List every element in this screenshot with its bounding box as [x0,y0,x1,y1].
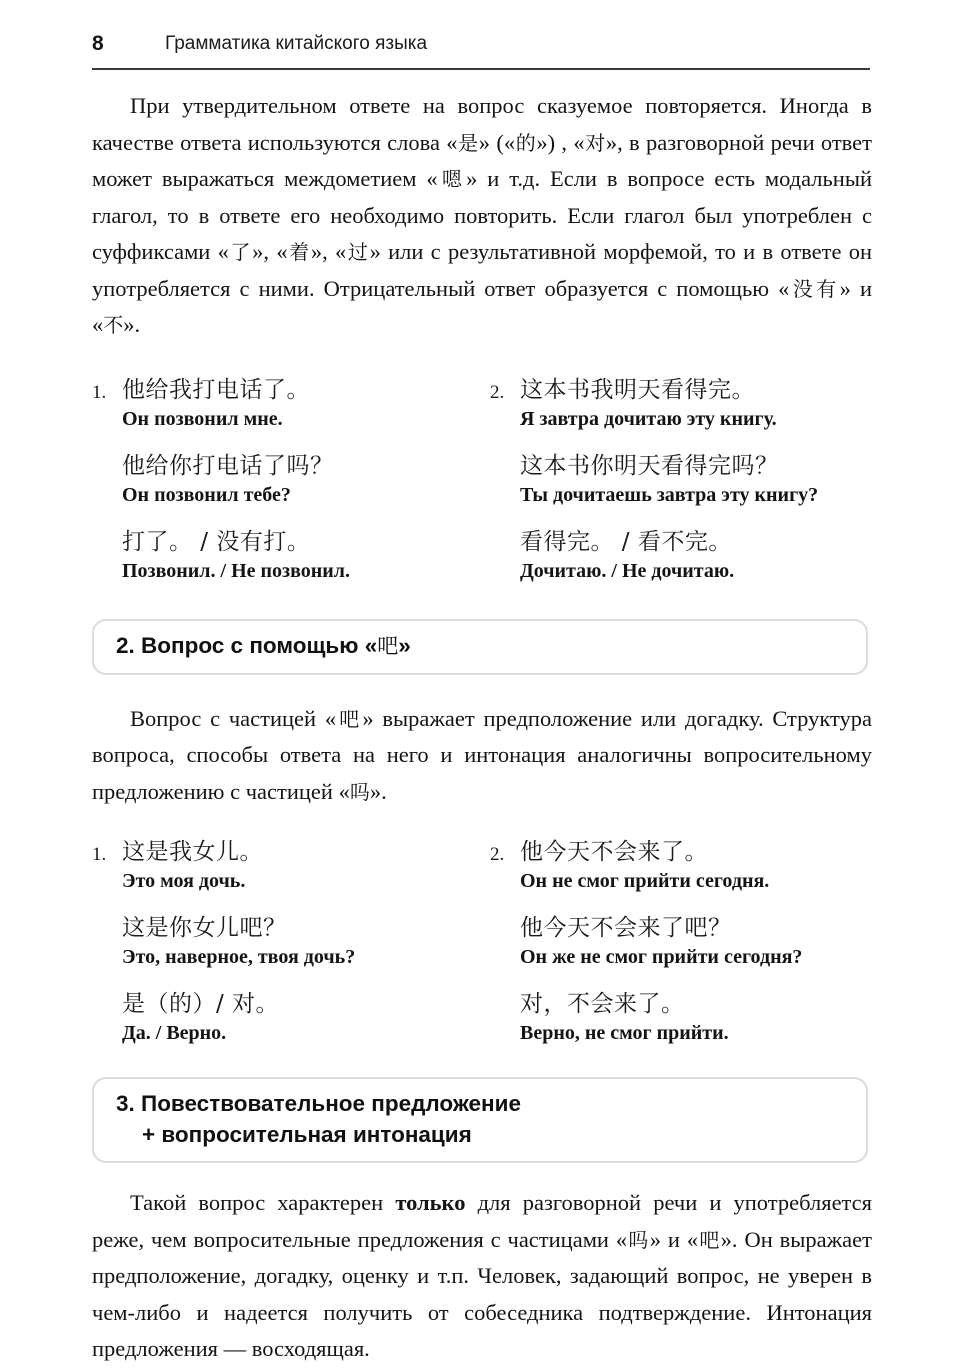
section-2-suffix: » [398,632,411,658]
sec3-text-2: для разговорной речи и употребляется реже, чем вопросительные предложения с частицами « [92,1190,872,1252]
chinese-sentence: 这本书我明天看得完。 [520,376,755,403]
sec3-text-3: » и « [649,1226,699,1252]
example-body [520,836,872,1047]
zh-zhe: 着 [287,240,311,264]
intro-text-2: » (« [478,129,516,155]
russian-translation: Да. / Верно. [122,1022,227,1044]
example-item [92,374,482,585]
intro-text-6: », « [252,239,288,264]
section-2-paragraph [92,701,872,811]
page-header [92,28,872,70]
sec2-text-3: ». [369,778,387,804]
russian-translation: Верно, не смог прийти. [520,1022,729,1044]
example-set-2 [92,836,872,1047]
page-number: 8 [92,32,104,55]
russian-translation: Я завтра дочитаю эту книгу. [520,407,777,430]
example-number: 1. [92,381,107,403]
example-set-1 [92,374,872,585]
example-body [122,374,482,585]
zh-ma: 吗 [349,779,370,804]
header-divider [92,68,870,70]
zh-ma: 吗 [627,1227,650,1252]
chinese-sentence: 他今天不会来了吧？ [520,915,732,941]
chinese-sentence: 这本书你明天看得完吗？ [520,452,779,479]
section-heading-2 [92,619,868,675]
page-content [92,88,872,1368]
example-number: 2. [490,844,505,865]
sec2-text-1: Вопрос с частицей « [130,705,337,731]
zh-ba: 吧 [698,1227,721,1252]
zh-ba: 吧 [377,633,399,658]
intro-text-8: » или с результативной морфемой, то и в ответе он употребляется с ними. Отрицательный ответ образуется с помощью « [92,239,873,301]
intro-text-9: » и « [92,275,873,337]
sec2-text-2: » выражает предположение или догадку. Структура вопроса, способы ответа на него и интонация аналогичны вопросительному предложению с частицей « [92,705,873,804]
zh-dui: 对 [584,130,606,155]
intro-text-10: ». [123,312,141,337]
chinese-sentence: 看得完。 / 看不完。 [520,528,732,555]
section-heading-3-line-2: + вопросительная интонация [142,1122,472,1147]
russian-translation: Он не смог прийти сегодня. [520,870,770,892]
chinese-sentence: 他今天不会来了。 [520,839,708,865]
russian-translation: Он позвонил мне. [122,407,283,430]
example-number: 1. [92,844,107,865]
sec3-text-4: ». Он выражает предположение, догадку, оценку и т.п. Человек, задающий вопрос, не уверен в чем-либо и надеется получить от собеседника подтверждение. Интонация предложения — восходящая. [92,1226,872,1361]
russian-translation: Это моя дочь. [122,870,246,892]
russian-translation: Ты дочитаешь завтра эту книгу? [520,483,819,506]
section-heading-3 [92,1077,868,1163]
chinese-sentence: 对，不会来了。 [520,991,685,1017]
example-pair [122,912,482,971]
chinese-sentence: 打了。 / 没有打。 [122,528,311,555]
example-pair [520,450,872,509]
intro-text-1: При утвердительном ответе на вопрос сказуемое повторяется. Иногда в качестве ответа используются слова « [92,93,872,155]
example-pair [520,912,872,971]
example-item [92,836,482,1047]
example-column-right [482,374,872,585]
example-column-left [92,836,482,1047]
intro-text-7: », « [310,239,347,264]
chinese-sentence: 他给你打电话了吗？ [122,452,334,479]
example-body [520,374,872,585]
example-pair [520,374,872,433]
running-title: Грамматика китайского языка [165,33,428,54]
russian-translation: Он же не смог прийти сегодня? [520,946,803,968]
example-item [490,836,872,1047]
chinese-sentence: 是（的）/ 对。 [122,991,280,1017]
example-pair [122,450,482,509]
zh-en: 嗯 [437,167,467,191]
example-pair [122,526,482,585]
example-pair [520,988,872,1047]
zh-de: 的 [515,130,537,155]
section-2-prefix: 2. Вопрос с помощью « [116,632,378,658]
russian-translation: Это, наверное, твоя дочь? [122,946,356,968]
example-body [122,836,482,1047]
russian-translation: Он позвонил тебе? [122,483,291,506]
chinese-sentence: 这是你女儿吧？ [122,915,287,941]
example-column-right [482,836,872,1047]
zh-shi: 是 [457,130,479,155]
chinese-sentence: 他给我打电话了。 [122,376,310,403]
intro-text-4: », в разговорной речи ответ может выражаться междометием « [92,129,872,191]
example-item [490,374,872,585]
example-column-left [92,374,482,585]
zh-guo: 过 [346,240,370,264]
example-pair [520,836,872,895]
example-pair [520,526,872,585]
section-heading-2-line [116,630,866,662]
section-3-paragraph [92,1185,872,1368]
example-pair [122,374,482,433]
intro-text-3: ») , « [536,129,585,155]
zh-ba: 吧 [336,706,363,731]
example-pair [122,988,482,1047]
chinese-sentence: 这是我女儿。 [122,839,263,865]
emphasis-only: только [395,1190,466,1215]
section-heading-3-line-1: 3. Повествовательное предложение [116,1091,521,1116]
intro-paragraph [92,88,872,344]
russian-translation: Позвонил. / Не позвонил. [122,559,351,582]
russian-translation: Дочитаю. / Не дочитаю. [520,559,735,582]
zh-bu: 不 [103,313,124,337]
zh-le: 了 [228,240,253,264]
example-pair [122,836,482,895]
zh-meiyou: 没有 [789,276,840,301]
example-number: 2. [490,381,505,403]
intro-text-5: » и т.д. Если в вопросе есть модальный глагол, то в ответе его необходимо повторить. Если глагол был употреблен с суффиксами « [92,166,872,264]
sec3-text-1: Такой вопрос характерен [130,1190,396,1215]
